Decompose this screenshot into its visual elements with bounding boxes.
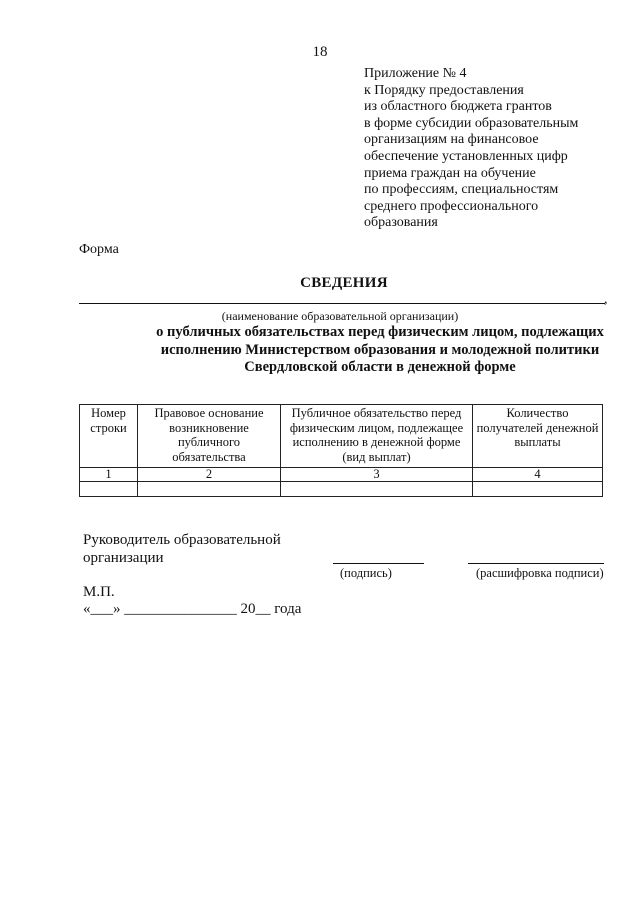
table-cell[interactable]: [473, 482, 603, 497]
appendix-line: обеспечение установленных цифр: [364, 148, 568, 164]
signature-line: [333, 563, 424, 564]
appendix-line: из областного бюджета грантов: [364, 99, 552, 115]
signature-decode-caption: (расшифровка подписи): [476, 566, 604, 580]
table-column-numbers-row: [80, 468, 603, 482]
appendix-line: среднего профессионального: [364, 198, 539, 214]
organization-line-comma: ,: [604, 292, 608, 307]
signature-decode-line: [468, 563, 604, 564]
form-label: Форма: [79, 242, 119, 257]
table-header-row: [80, 405, 603, 468]
appendix-line: к Порядку предоставления: [364, 82, 524, 98]
obligations-table: [79, 404, 603, 497]
appendix-line: образования: [364, 215, 438, 231]
organization-name-line: [79, 303, 605, 304]
signatory-label-line: Руководитель образовательной: [83, 532, 281, 548]
signature-caption: (подпись): [340, 566, 392, 580]
signatory-label-line: организации: [83, 550, 164, 566]
subtitle-line: Свердловской области в денежной форме: [244, 359, 516, 375]
appendix-line: Приложение № 4: [364, 66, 467, 81]
column-number: 1: [80, 468, 138, 482]
signatory-label: [83, 531, 313, 567]
subtitle-line: исполнению Министерством образования и молодежной политики: [160, 341, 600, 358]
header-legal-basis: Правовое основание возникновение публичного обязательства: [138, 405, 281, 468]
date-line: «___» _______________ 20__ года: [83, 601, 302, 617]
document-title: СВЕДЕНИЯ: [300, 275, 388, 291]
column-number: 4: [473, 468, 603, 482]
table-cell[interactable]: [80, 482, 138, 497]
page-number: 18: [312, 44, 328, 60]
header-recipient-count: Количество получателей денежной выплаты: [473, 405, 603, 468]
column-number: 3: [281, 468, 473, 482]
appendix-line: в форме субсидии образовательным: [364, 115, 579, 131]
organization-name-caption: (наименование образовательной организации): [221, 309, 459, 323]
subtitle-line: о публичных обязательствах перед физическим лицом, подлежащих: [156, 324, 604, 340]
table-cell[interactable]: [138, 482, 281, 497]
appendix-line: приема граждан на обучение: [364, 165, 536, 181]
column-number: 2: [138, 468, 281, 482]
table-cell[interactable]: [281, 482, 473, 497]
document-subtitle: [60, 324, 640, 377]
stamp-place: М.П.: [83, 584, 115, 600]
header-row-number: Номер строки: [80, 405, 138, 468]
table-empty-row: [80, 482, 603, 497]
appendix-block: [364, 66, 634, 232]
appendix-line: организациям на финансовое: [364, 132, 539, 148]
appendix-line: по профессиям, специальностям: [364, 182, 559, 198]
header-public-obligation: Публичное обязательство перед физическим лицом, подлежащее исполнению в денежной форме (вид выплат): [281, 405, 473, 468]
